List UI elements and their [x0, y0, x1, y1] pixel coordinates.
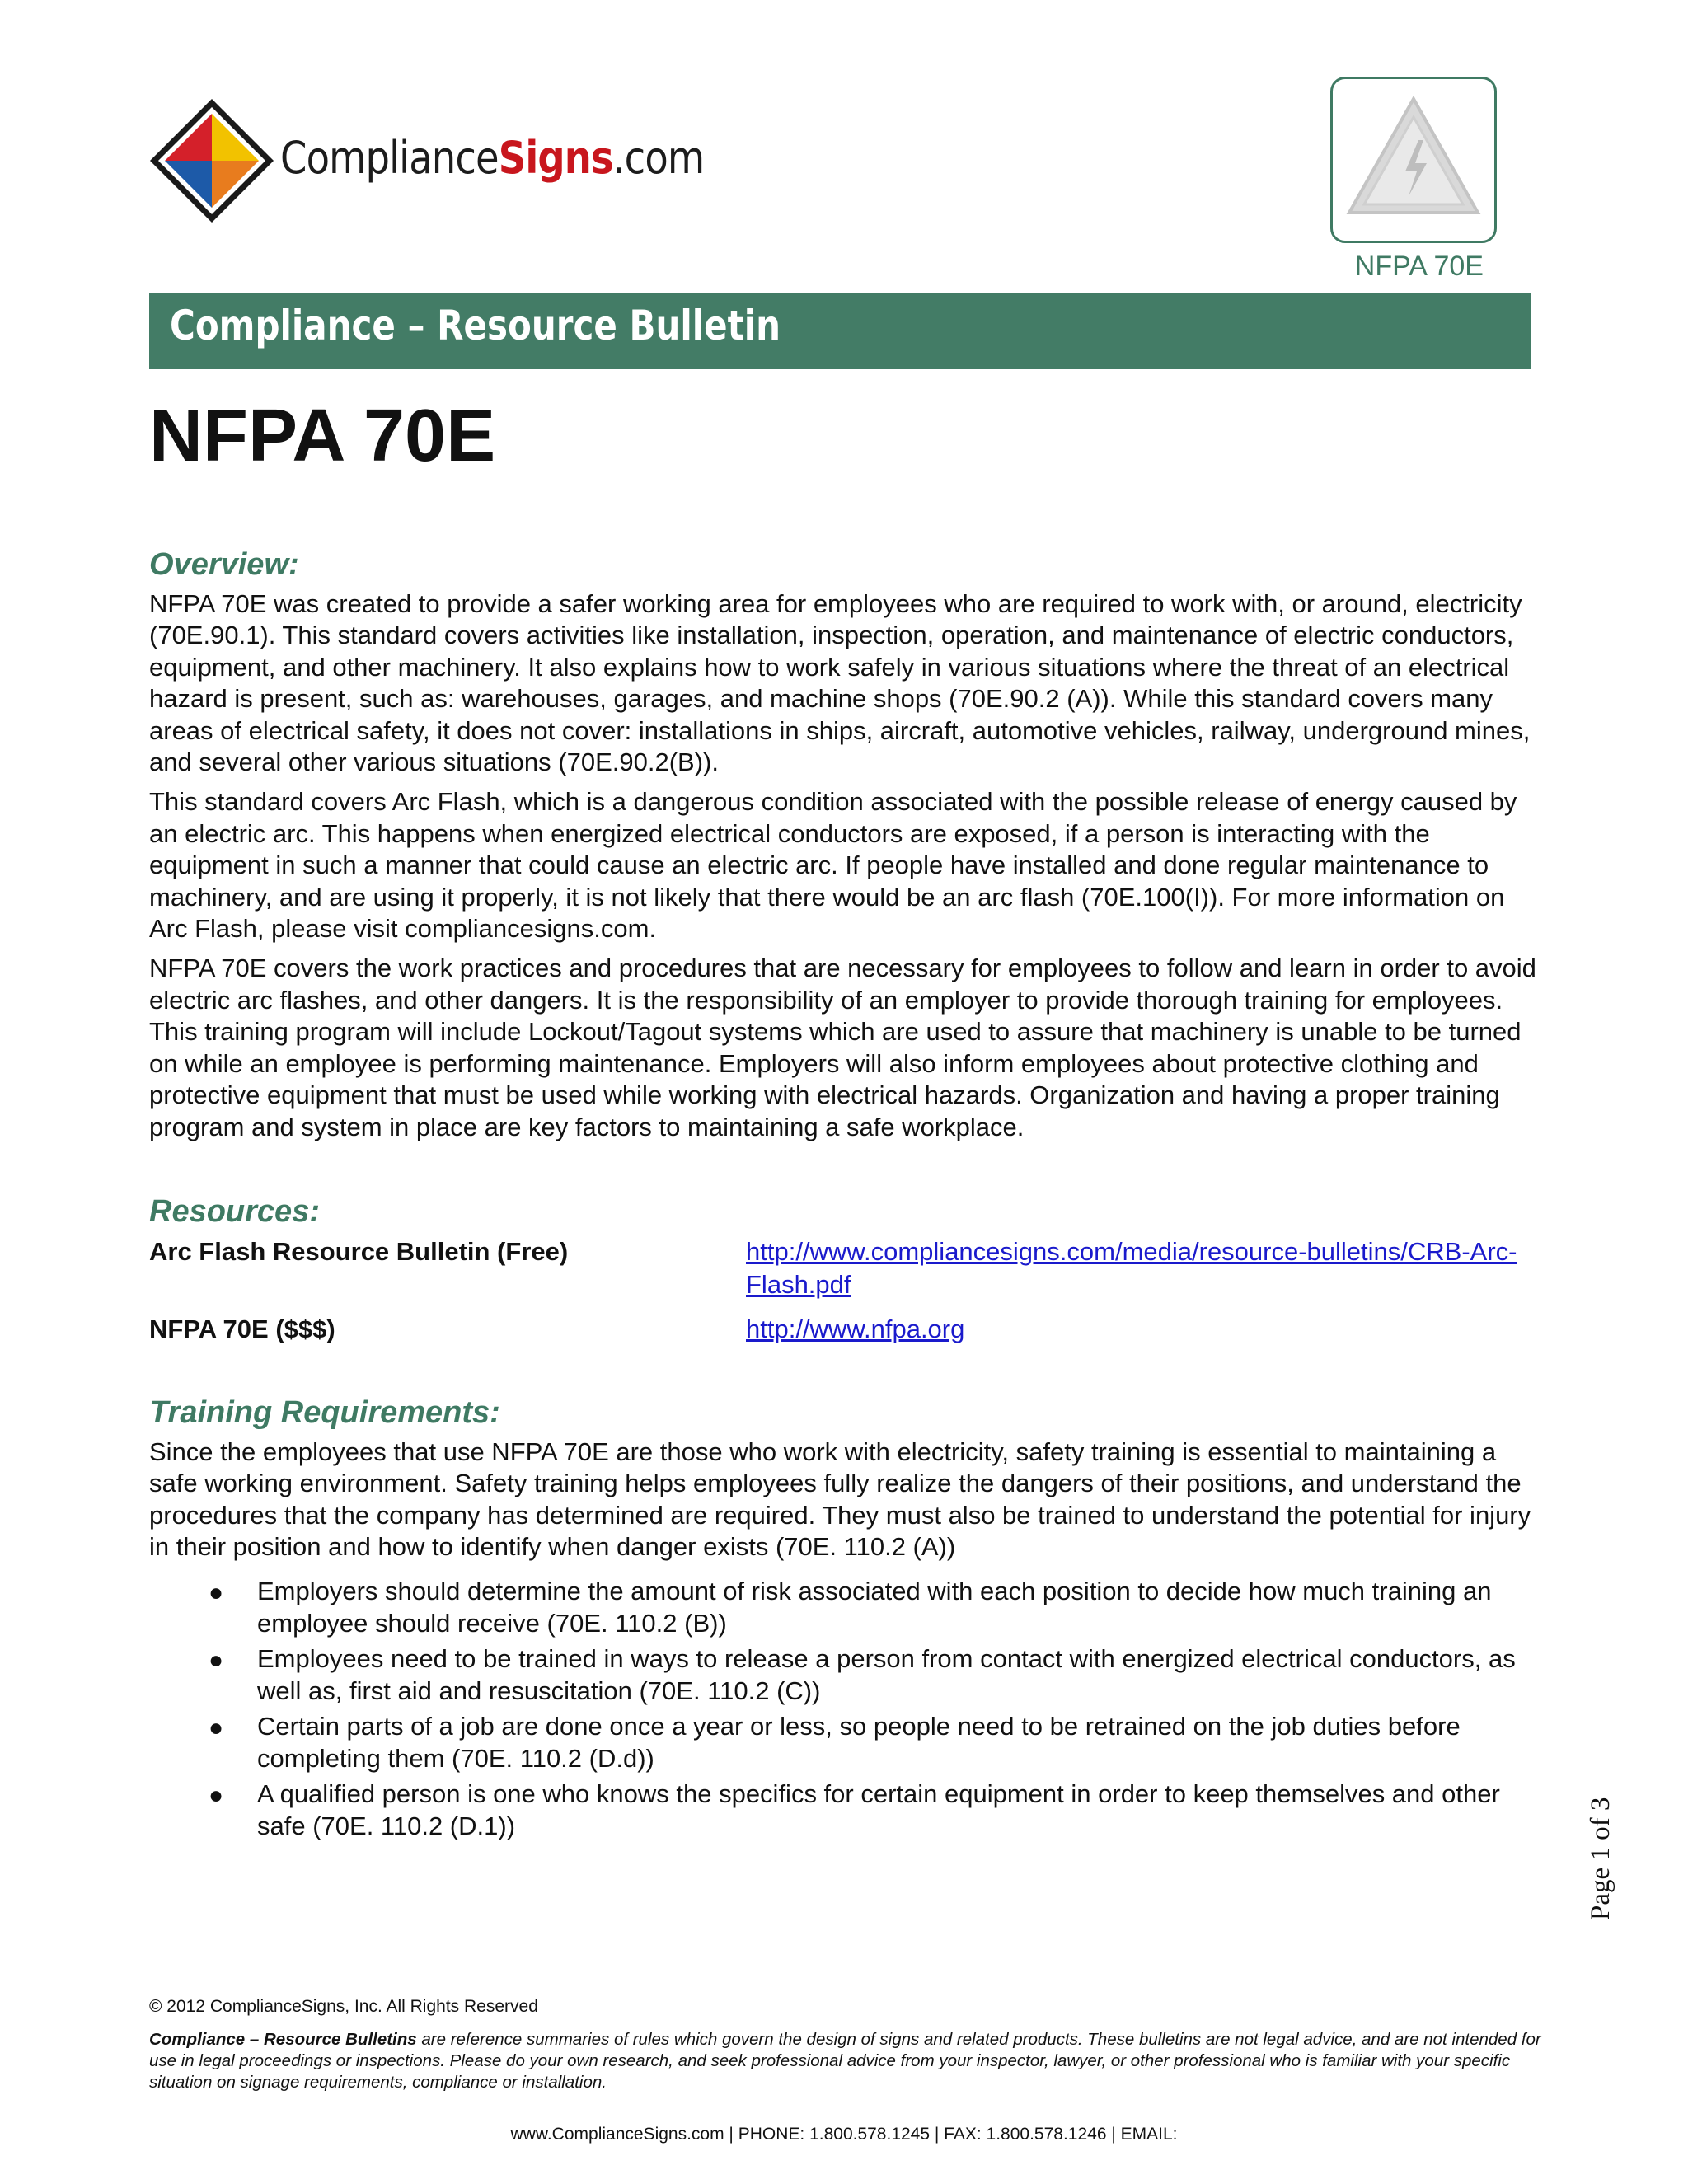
bullet-icon: ●: [209, 1713, 224, 1741]
list-item: ● Employees need to be trained in ways to release a person from contact with energized electrical conductors, as well as, first aid and resuscitation (70E. 110.2 (C)): [209, 1643, 1516, 1705]
training-section: [149, 1389, 1542, 1842]
resource-link-arc-flash[interactable]: http://www.compliancesigns.com/media/resource-bulletins/CRB-Arc-Flash.pdf: [746, 1236, 1517, 1299]
bullet-icon: ●: [209, 1781, 224, 1809]
list-item: ● Certain parts of a job are done once a year or less, so people need to be retrained on the job duties before completing them (70E. 110.2 (D.d)): [209, 1711, 1461, 1773]
training-heading: Training Requirements:: [149, 1394, 500, 1430]
overview-paragraph: NFPA 70E was created to provide a safer working area for employees who are required to work with, or around, electricity (70E.90.1). This standard covers activities like installation, inspection, operation, and maintenance of electric conductors, equipment, and other machinery. It also explains how to work safely in various situations where the threat of an electrical hazard is present, such as: warehouses, garages, and machine shops (70E.90.2 (A)). While this standard covers many areas of electrical safety, it does not cover: installations in ships, aircraft, automotive vehicles, railway, underground mines, and several other various situations (70E.90.2(B)).: [149, 589, 1531, 777]
overview-paragraph: NFPA 70E covers the work practices and procedures that are necessary for employees to follow and learn in order to avoid electric arc flashes, and other dangers. It is the responsibility of an employer to provide thorough training for employees. This training program will include Lockout/Tagout systems which are used to assure that machinery is unable to be turned on while an employee is performing maintenance. Employers will also inform employees about protective clothing and protective equipment that must be used while working with electrical hazards. Organization and having a proper training program and system in place are key factors to maintaining a safe workplace.: [149, 954, 1536, 1141]
resource-name: NFPA 70E ($$$): [149, 1314, 335, 1343]
resources-heading: Resources:: [149, 1193, 320, 1229]
high-voltage-warning-icon: [1343, 89, 1484, 231]
bulletin-banner: [149, 293, 1531, 369]
bullet-icon: ●: [209, 1578, 224, 1606]
logo-diamond-icon: [148, 97, 275, 224]
badge-label: NFPA 70E: [1354, 251, 1484, 282]
overview-paragraph: This standard covers Arc Flash, which is a dangerous condition associated with the possible release of energy caused by an electric arc. This happens when energized electrical conductors are exposed, if a person is interacting with the equipment in such a manner that could cause an electric arc. If people have installed and done regular maintenance to machinery, and are using it properly, it is not likely that there would be an arc flash (70E.100(I)). For more information on Arc Flash, please visit compliancesigns.com.: [149, 787, 1517, 944]
resource-name: Arc Flash Resource Bulletin (Free): [149, 1236, 569, 1266]
document-title: NFPA 70E: [149, 395, 496, 477]
legal-disclaimer: Compliance – Resource Bulletins are reference summaries of rules which govern the design of signs and related products. These bulletins are not legal advice, and are not intended for use in legal proceedings or inspections. Please do your own research, and seek professional advice from your inspector, lawyer, or other professional who is familiar with your specific situation on signage requirements, compliance or installation.: [149, 2030, 1541, 2092]
page-number: Page 1 of 3: [1586, 1797, 1615, 1920]
resource-row: [149, 1313, 1542, 1346]
overview-section: [149, 541, 1542, 1143]
resource-link-nfpa[interactable]: http://www.nfpa.org: [746, 1314, 965, 1343]
company-logo[interactable]: [148, 97, 705, 221]
footer-contact-info: www.ComplianceSigns.com | PHONE: 1.800.578.1245 | FAX: 1.800.578.1246 | EMAIL:: [510, 2125, 1178, 2144]
training-bullet-list: [149, 1575, 1542, 1842]
copyright-notice: © 2012 ComplianceSigns, Inc. All Rights Reserved: [149, 1997, 538, 2016]
resource-row: [149, 1235, 1542, 1301]
list-item: ● Employers should determine the amount of risk associated with each position to decide how much training an employee should receive (70E. 110.2 (B)): [209, 1576, 1492, 1638]
logo-wordmark: ComplianceSigns.com: [280, 132, 705, 184]
bullet-icon: ●: [209, 1646, 224, 1674]
resources-section: [149, 1188, 1542, 1346]
overview-heading: Overview:: [149, 547, 299, 582]
banner-title: Compliance – Resource Bulletin: [170, 302, 781, 349]
training-intro: Since the employees that use NFPA 70E are those who work with electricity, safety training is essential to maintaining a safe working environment. Safety training helps employees fully realize the dangers of their positions, and understand the procedures that the company has determined are required. They must also be trained to understand the potential for injury in their position and how to identify when danger exists (70E. 110.2 (A)): [149, 1436, 1531, 1562]
electrical-hazard-badge: [1330, 77, 1497, 243]
list-item: ● A qualified person is one who knows the specifics for certain equipment in order to keep themselves and other safe (70E. 110.2 (D.1)): [209, 1779, 1500, 1840]
bulletin-content: [149, 541, 1542, 1845]
